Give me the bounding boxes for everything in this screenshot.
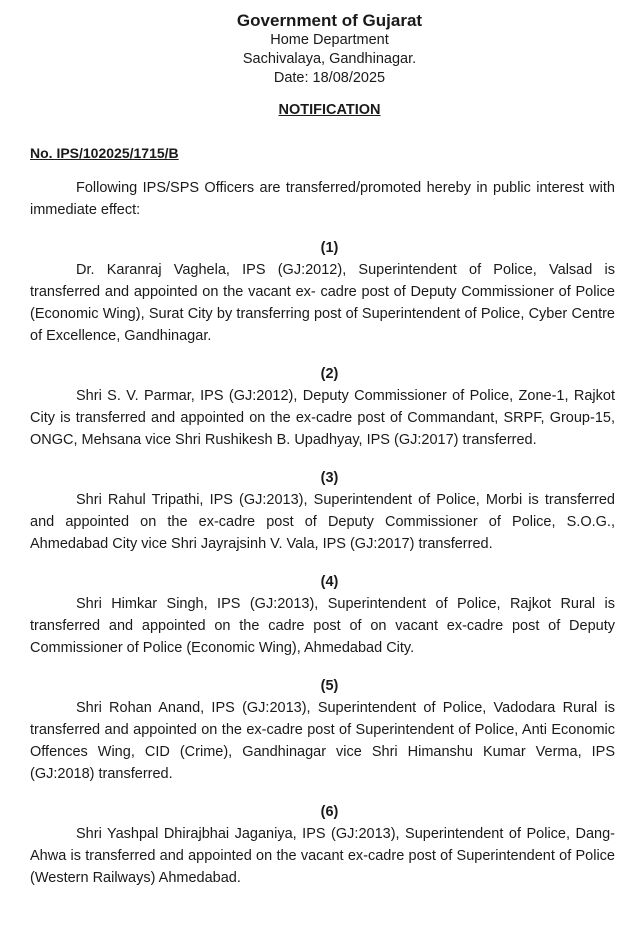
transfer-item-2 (30, 365, 615, 451)
transfer-item-5 (30, 677, 615, 785)
notification-title: NOTIFICATION (278, 102, 381, 118)
item-number: (3) (320, 470, 339, 486)
intro-paragraph: Following IPS/SPS Officers are transferred/promoted hereby in public interest with immediate effect: (30, 180, 615, 218)
item-number: (5) (320, 678, 339, 694)
letterhead (30, 10, 615, 120)
issue-date: Date: 18/08/2025 (273, 70, 386, 86)
transfer-item-4 (30, 573, 615, 659)
transfer-item-1 (30, 239, 615, 347)
item-text: Shri S. V. Parmar, IPS (GJ:2012), Deputy Commissioner of Police, Zone-1, Rajkot City is transferred and appointed on the ex-cadre post of Commandant, SRPF, Group-15, ONGC, Mehsana vice Shri Rushikesh B. Upadhyay, IPS (GJ:2017) transferred. (30, 388, 615, 448)
item-text: Dr. Karanraj Vaghela, IPS (GJ:2012), Superintendent of Police, Valsad is transferred and appointed on the vacant ex- cadre post of Deputy Commissioner of Police (Economic Wing), Surat City by transferring post of Superintendent of Police, Cyber Centre of Excellence, Gandhinagar. (30, 262, 615, 344)
item-text: Shri Rahul Tripathi, IPS (GJ:2013), Superintendent of Police, Morbi is transferred and appointed on the ex-cadre post of Deputy Commissioner of Police, S.O.G., Ahmedabad City vice Shri Jayrajsinh V. Vala, IPS (GJ:2017) transferred. (30, 492, 615, 552)
item-text: Shri Yashpal Dhirajbhai Jaganiya, IPS (GJ:2013), Superintendent of Police, Dang-Ahwa is transferred and appointed on the vacant ex-cadre post of Superintendent of Police (Western Railways) Ahmedabad. (30, 826, 615, 886)
item-text: Shri Rohan Anand, IPS (GJ:2013), Superintendent of Police, Vadodara Rural is transferred and appointed on the ex-cadre post of Superintendent of Police, Anti Economic Offences Wing, CID (Crime), Gandhinagar vice Shri Himanshu Kumar Verma, IPS (GJ:2018) transferred. (30, 700, 615, 782)
item-text: Shri Himkar Singh, IPS (GJ:2013), Superintendent of Police, Rajkot Rural is transferred and appointed on the cadre post of on vacant ex-cadre post of Deputy Commissioner of Police (Economic Wing), Ahmedabad City. (30, 596, 615, 656)
office-address: Sachivalaya, Gandhinagar. (242, 51, 417, 67)
notification-number: No. IPS/102025/1715/B (30, 145, 179, 161)
department-name: Home Department (270, 32, 389, 48)
transfer-item-3 (30, 469, 615, 555)
transfer-item-6 (30, 803, 615, 889)
item-number: (2) (320, 366, 339, 382)
item-number: (6) (320, 804, 339, 820)
item-number: (1) (320, 240, 339, 256)
item-number: (4) (320, 574, 339, 590)
government-name: Government of Gujarat (236, 11, 423, 30)
